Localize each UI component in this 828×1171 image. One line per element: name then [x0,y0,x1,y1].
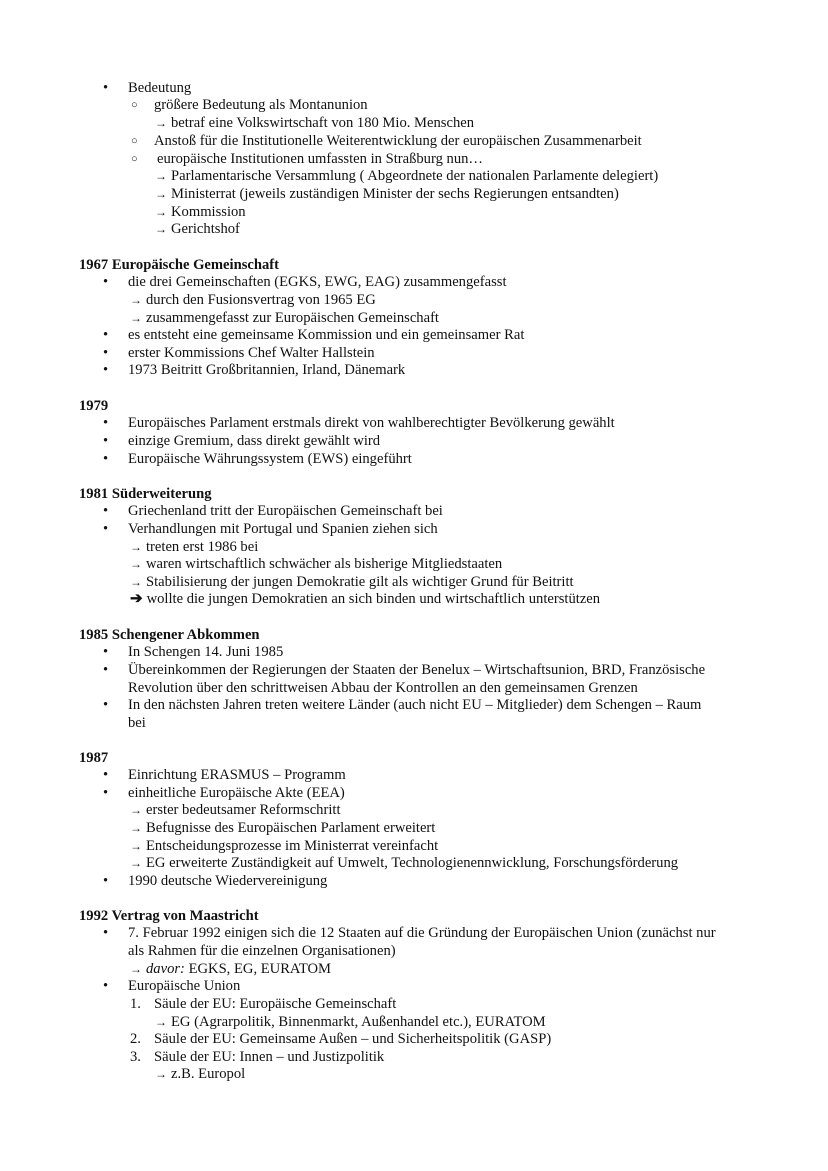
list-item-continuation: bei [128,715,146,731]
bullet: • [103,873,109,889]
arrow-line: → waren wirtschaftlich schwächer als bisherige Mitgliedstaaten [130,556,503,572]
list-item: Griechenland tritt der Europäischen Gemeinschaft bei [128,503,443,519]
list-item: 7. Februar 1992 einigen sich die 12 Staaten auf die Gründung der Europäischen Union (zunächst nur [128,925,716,941]
list-item: Europäisches Parlament erstmals direkt von wahlberechtigter Bevölkerung gewählt [128,415,615,431]
arrow-icon: → [130,540,142,554]
arrow-line: → treten erst 1986 bei [130,539,259,555]
bullet: • [103,978,109,994]
arrow-line: → durch den Fusionsvertrag von 1965 EG [130,292,376,308]
bullet: • [103,662,109,678]
arrow-line: → davor: EGKS, EG, EURATOM [130,961,332,977]
section-heading-1987: 1987 [79,750,109,766]
bullet: • [103,644,109,660]
arrow-icon: → [155,116,167,130]
list-item-continuation: Revolution über den schrittweisen Abbau der Kontrollen an den gemeinsamen Grenzen [128,680,638,696]
arrow-icon: → [130,962,142,976]
list-item: Europäische Währungssystem (EWS) eingeführt [128,451,412,467]
list-item-continuation: als Rahmen für die einzelnen Organisationen) [128,943,396,959]
circle-bullet: ○ [131,153,138,165]
arrow-line: → zusammengefasst zur Europäischen Gemeinschaft [130,310,439,326]
arrow-icon: → [155,1067,167,1081]
arrow-line: → z.B. Europol [155,1066,246,1082]
bullet: • [103,345,109,361]
bullet: • [103,433,109,449]
bullet: • [103,451,109,467]
list-item: 1990 deutsche Wiedervereinigung [128,873,328,889]
arrow-icon: → [130,856,142,870]
arrow-line: → EG (Agrarpolitik, Binnenmarkt, Außenhandel etc.), EURATOM [155,1014,546,1030]
arrow-icon: → [130,557,142,571]
arrow-icon: → [130,311,142,325]
conclusion-line: ➔ wollte die jungen Demokratien an sich binden und wirtschaftlich unterstützen [130,591,601,607]
bullet: • [103,274,109,290]
arrow-line: → Ministerrat (jeweils zuständigen Minister der sechs Regierungen entsandten) [155,186,619,202]
arrow-line: → Gerichtshof [155,221,240,237]
arrow-icon: → [130,293,142,307]
arrow-line: → Kommission [155,204,246,220]
bullet: • [103,925,109,941]
bullet: • [103,697,109,713]
bullet: • [103,362,109,378]
list-item: Verhandlungen mit Portugal und Spanien ziehen sich [128,521,438,537]
pillar-item: Säule der EU: Europäische Gemeinschaft [154,996,397,1012]
intro-sub1: größere Bedeutung als Montanunion [154,97,368,113]
arrow-line: → Parlamentarische Versammlung ( Abgeordnete der nationalen Parlamente delegiert) [155,168,659,184]
arrow-icon: → [130,821,142,835]
section-heading-1992: 1992 Vertrag von Maastricht [79,908,259,924]
list-item: einzige Gremium, dass direkt gewählt wird [128,433,381,449]
intro-bullet: Bedeutung [128,80,192,96]
arrow-line: → betraf eine Volkswirtschaft von 180 Mio. Menschen [155,115,475,131]
pillar-item: Säule der EU: Innen – und Justizpolitik [154,1049,385,1065]
list-item: In Schengen 14. Juni 1985 [128,644,284,660]
bullet: • [103,503,109,519]
intro-sub3: europäische Institutionen umfassten in Straßburg nun… [157,151,484,167]
arrow-line: → erster bedeutsamer Reformschritt [130,802,341,818]
arrow-icon: → [155,1015,167,1029]
section-heading-1967: 1967 Europäische Gemeinschaft [79,257,279,273]
list-item: es entsteht eine gemeinsame Kommission und ein gemeinsamer Rat [128,327,525,343]
list-item: die drei Gemeinschaften (EGKS, EWG, EAG) zusammengefasst [128,274,507,290]
bullet: • [103,415,109,431]
pillar-number: 3. [130,1049,141,1065]
list-item: Europäische Union [128,978,241,994]
list-item: Übereinkommen der Regierungen der Staaten der Benelux – Wirtschaftsunion, BRD, Französische [128,662,706,678]
list-item: einheitliche Europäische Akte (EEA) [128,785,345,801]
arrow-icon: → [155,222,167,236]
section-heading-1981: 1981 Süderweiterung [79,486,212,502]
arrow-line: → Entscheidungsprozesse im Ministerrat vereinfacht [130,838,439,854]
bullet: • [103,785,109,801]
arrow-icon: → [130,839,142,853]
section-heading-1985: 1985 Schengener Abkommen [79,627,260,643]
bullet: • [103,80,109,96]
section-heading-1979: 1979 [79,398,109,414]
intro-sub2: Anstoß für die Institutionelle Weiterentwicklung der europäischen Zusammenarbeit [154,133,642,149]
bold-arrow-icon: ➔ [130,591,143,607]
arrow-icon: → [130,575,142,589]
arrow-line: → EG erweiterte Zuständigkeit auf Umwelt, Technologienennwicklung, Forschungsförderung [130,855,679,871]
arrow-icon: → [130,803,142,817]
arrow-icon: → [155,169,167,183]
arrow-icon: → [155,187,167,201]
arrow-icon: → [155,205,167,219]
arrow-line: → Befugnisse des Europäischen Parlament erweitert [130,820,436,836]
list-item: erster Kommissions Chef Walter Hallstein [128,345,375,361]
arrow-line: → Stabilisierung der jungen Demokratie gilt als wichtiger Grund für Beitritt [130,574,574,590]
pillar-item: Säule der EU: Gemeinsame Außen – und Sicherheitspolitik (GASP) [154,1031,552,1047]
list-item: In den nächsten Jahren treten weitere Länder (auch nicht EU – Mitglieder) dem Schengen – Raum [128,697,702,713]
circle-bullet: ○ [131,99,138,111]
pillar-number: 1. [130,996,141,1012]
bullet: • [103,521,109,537]
list-item: 1973 Beitritt Großbritannien, Irland, Dänemark [128,362,406,378]
list-item: Einrichtung ERASMUS – Programm [128,767,346,783]
circle-bullet: ○ [131,135,138,147]
bullet: • [103,327,109,343]
pillar-number: 2. [130,1031,141,1047]
bullet: • [103,767,109,783]
